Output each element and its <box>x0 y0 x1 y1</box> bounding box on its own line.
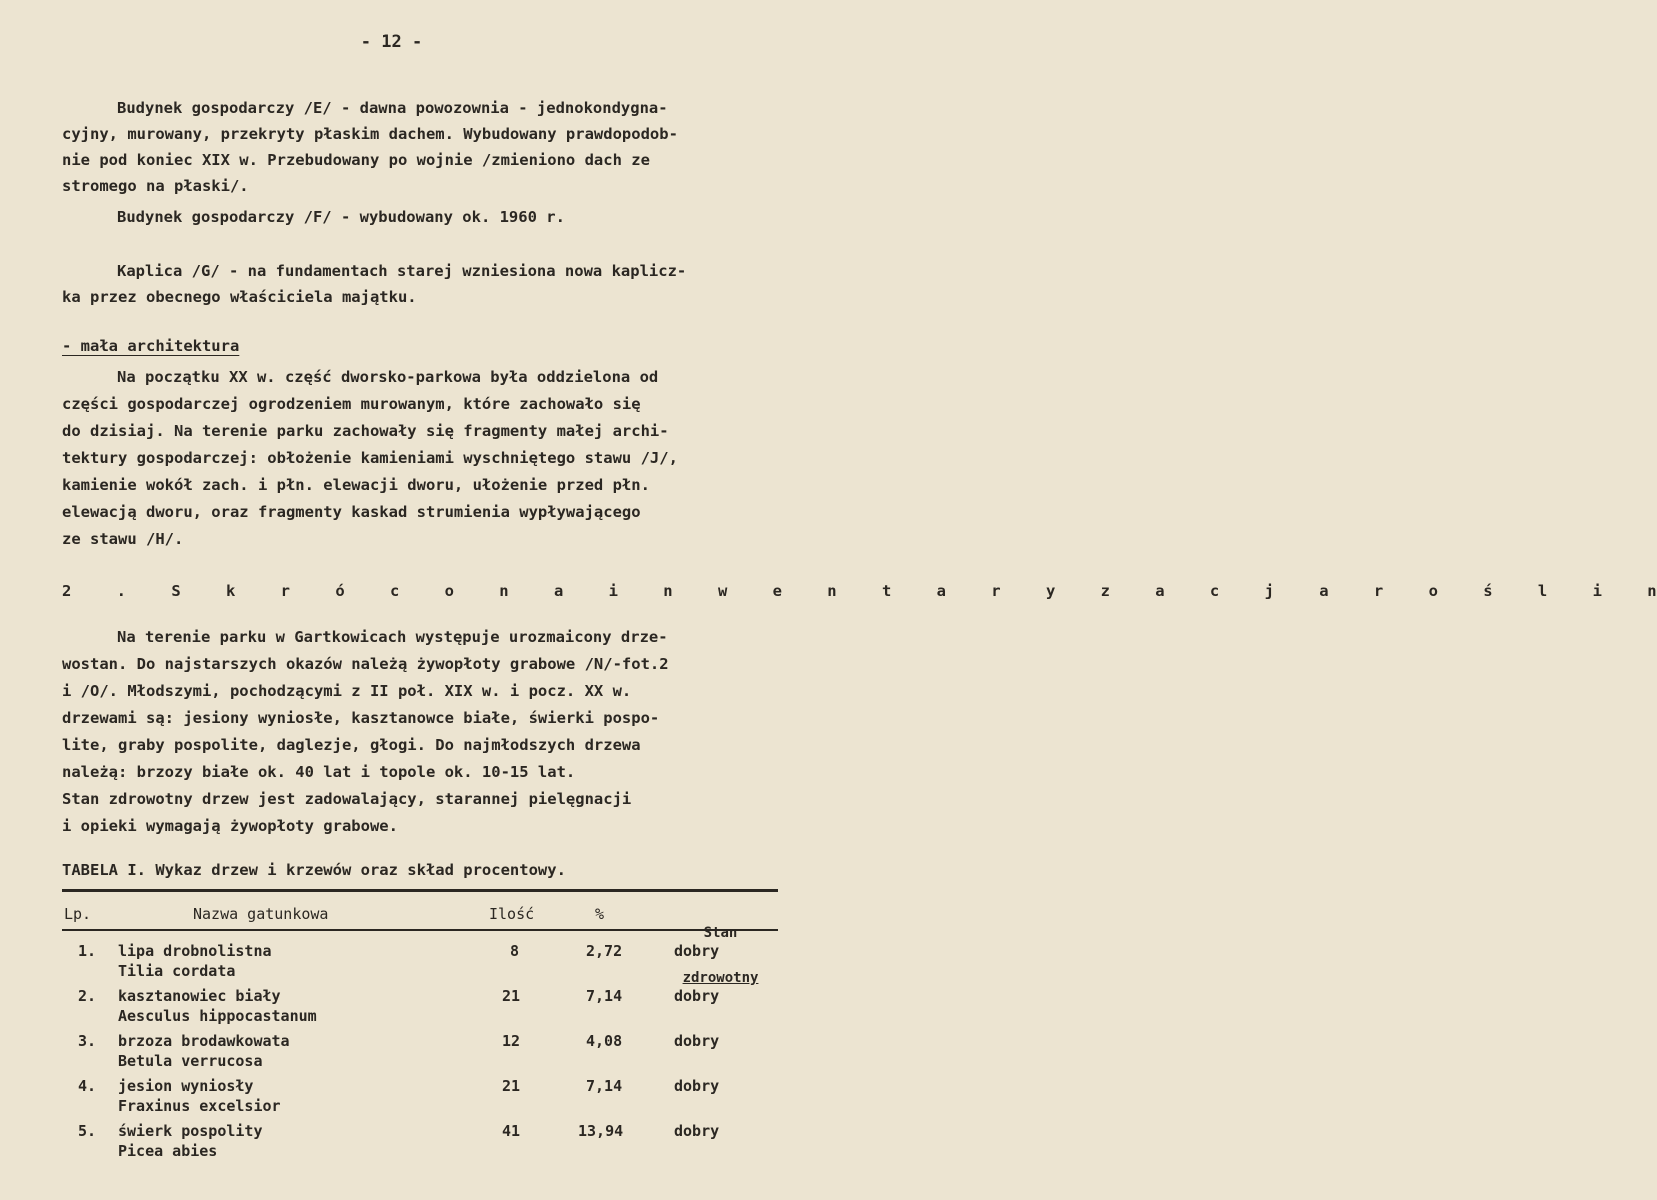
paragraph-line: części gospodarczej ogrodzeniem murowanym, które zachowało się <box>62 395 641 413</box>
paragraph-line: ka przez obecnego właściciela majątku. <box>62 288 417 306</box>
col-header-qty: Ilość <box>489 905 535 923</box>
row-qty: 21 <box>502 987 521 1005</box>
paragraph-line: elewacją dworu, oraz fragmenty kaskad strumienia wypływającego <box>62 503 641 521</box>
row-stan: dobry <box>674 942 720 960</box>
row-lp: 5. <box>78 1122 97 1140</box>
paragraph-line: drzewami są: jesiony wyniosłe, kasztanowce białe, świerki pospo- <box>62 709 660 727</box>
col-header-stan-line1: Stan <box>703 925 738 941</box>
col-header-stan-line2: zdrowotny <box>682 970 759 986</box>
row-name-lat: Betula verrucosa <box>118 1052 263 1070</box>
paragraph-line: Stan zdrowotny drzew jest zadowalający, starannej pielęgnacji <box>62 790 632 808</box>
row-name-lat: Aesculus hippocastanum <box>118 1007 317 1025</box>
col-header-pct: % <box>595 905 605 923</box>
paragraph-line: i opieki wymagają żywopłoty grabowe. <box>62 817 398 835</box>
row-stan: dobry <box>674 1032 720 1050</box>
row-name-pl: jesion wyniosły <box>118 1077 254 1095</box>
paragraph-line: lite, graby pospolite, daglezje, głogi. Do najmłodszych drzewa <box>62 736 641 754</box>
row-name-pl: lipa drobnolistna <box>118 942 272 960</box>
row-name-lat: Tilia cordata <box>118 962 236 980</box>
row-qty: 41 <box>502 1122 521 1140</box>
row-pct: 2,72 <box>586 942 623 960</box>
table-top-rule <box>62 889 778 892</box>
paragraph-line: Na początku XX w. część dworsko-parkowa była oddzielona od <box>117 368 659 386</box>
section-heading-small-architecture: - mała architektura <box>62 337 240 355</box>
paragraph-line: Budynek gospodarczy /F/ - wybudowany ok. 1960 r. <box>117 208 565 226</box>
row-lp: 1. <box>78 942 97 960</box>
paragraph-line: Na terenie parku w Gartkowicach występuje urozmaicony drze- <box>117 628 668 646</box>
row-qty: 8 <box>510 942 520 960</box>
row-pct: 7,14 <box>586 1077 623 1095</box>
row-lp: 3. <box>78 1032 97 1050</box>
paragraph-line: stromego na płaski/. <box>62 177 249 195</box>
paragraph-line: należą: brzozy białe ok. 40 lat i topole ok. 10-15 lat. <box>62 763 576 781</box>
paragraph-line: do dzisiaj. Na terenie parku zachowały się fragmenty małej archi- <box>62 422 669 440</box>
row-stan: dobry <box>674 987 720 1005</box>
paragraph-line: Kaplica /G/ - na fundamentach starej wzniesiona nowa kaplicz- <box>117 262 687 280</box>
paragraph-line: wostan. Do najstarszych okazów należą żywopłoty grabowe /N/-fot.2 <box>62 655 669 673</box>
row-name-lat: Fraxinus excelsior <box>118 1097 281 1115</box>
col-header-lp: Lp. <box>64 905 92 923</box>
row-name-pl: brzoza brodawkowata <box>118 1032 290 1050</box>
row-pct: 4,08 <box>586 1032 623 1050</box>
row-name-pl: kasztanowiec biały <box>118 987 281 1005</box>
page-number: - 12 - <box>360 32 423 52</box>
row-qty: 21 <box>502 1077 521 1095</box>
row-pct: 7,14 <box>586 987 623 1005</box>
paragraph-line: tektury gospodarczej: obłożenie kamieniami wyschniętego stawu /J/, <box>62 449 678 467</box>
row-pct: 13,94 <box>578 1122 624 1140</box>
row-name-pl: świerk pospolity <box>118 1122 263 1140</box>
section-heading-2: 2 . S k r ó c o n a i n w e n t a r y z a c j a r o ś l i n <box>62 582 1657 600</box>
paragraph-line: cyjny, murowany, przekryty płaskim dachem. Wybudowany prawdopodob- <box>62 125 678 143</box>
table-caption: TABELA I. Wykaz drzew i krzewów oraz skład procentowy. <box>62 861 566 879</box>
col-header-name: Nazwa gatunkowa <box>193 905 329 923</box>
paragraph-line: kamienie wokół zach. i płn. elewacji dworu, ułożenie przed płn. <box>62 476 650 494</box>
row-qty: 12 <box>502 1032 521 1050</box>
paragraph-line: i /O/. Młodszymi, pochodzącymi z II poł. XIX w. i pocz. XX w. <box>62 682 632 700</box>
paragraph-line: Budynek gospodarczy /E/ - dawna powozownia - jednokondygna- <box>117 99 668 117</box>
paragraph-line: nie pod koniec XIX w. Przebudowany po wojnie /zmieniono dach ze <box>62 151 650 169</box>
paragraph-line: ze stawu /H/. <box>62 530 184 548</box>
row-stan: dobry <box>674 1077 720 1095</box>
row-name-lat: Picea abies <box>118 1142 218 1160</box>
row-stan: dobry <box>674 1122 720 1140</box>
row-lp: 4. <box>78 1077 97 1095</box>
row-lp: 2. <box>78 987 97 1005</box>
